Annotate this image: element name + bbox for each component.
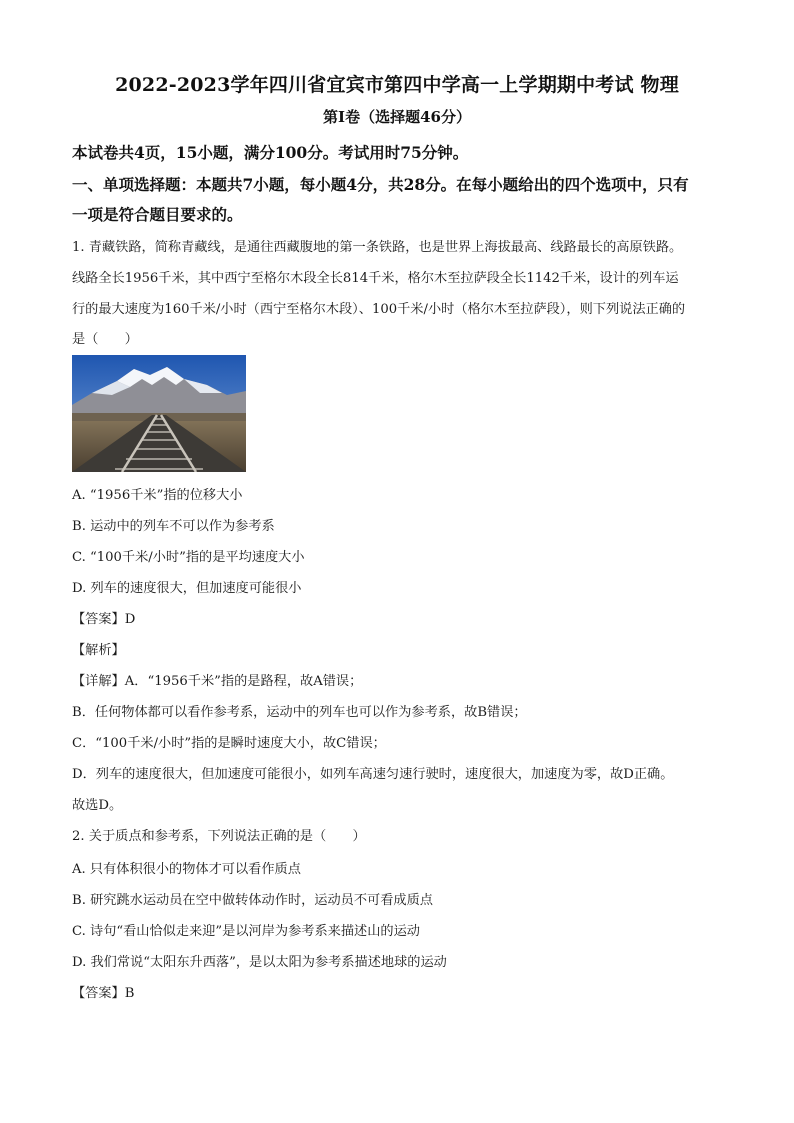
exam-title: 2022-2023学年四川省宜宾市第四中学高一上学期期中考试 物理 bbox=[115, 74, 679, 96]
q2-stem: 2. 关于质点和参考系，下列说法正确的是（ ） bbox=[72, 829, 366, 844]
q1-option-a: A. “1956千米”指的位移大小 bbox=[72, 488, 243, 503]
q1-stem-line4: 是（ ） bbox=[72, 332, 138, 347]
q1-option-c: C. “100千米/小时”指的是平均速度大小 bbox=[72, 550, 305, 565]
q1-stem-line3: 行的最大速度为160千米/小时（西宁至格尔木段）、100千米/小时（格尔木至拉萨段），则下列说法正确的 bbox=[72, 302, 686, 317]
q1-detail-c: C．“100千米/小时”指的是瞬时速度大小，故C错误； bbox=[72, 736, 386, 751]
q1-option-d: D. 列车的速度很大，但加速度可能很小 bbox=[72, 581, 302, 596]
q1-stem-line2: 线路全长1956千米，其中西宁至格尔木段全长814千米，格尔木至拉萨段全长1142千米，设计的列车运 bbox=[72, 271, 679, 286]
q2-option-b: B. 研究跳水运动员在空中做转体动作时，运动员不可看成质点 bbox=[72, 893, 433, 908]
q1-stem-line1: 1. 青藏铁路，简称青藏线，是通往西藏腹地的第一条铁路，也是世界上海拔最高、线路最长的高原铁路。 bbox=[72, 240, 683, 255]
q2-answer: 【答案】B bbox=[72, 986, 135, 1001]
railway-photo bbox=[72, 355, 246, 472]
q1-answer: 【答案】D bbox=[72, 612, 136, 627]
exam-info: 本试卷共4页，15小题，满分100分。考试用时75分钟。 bbox=[72, 143, 469, 162]
q1-detail-d: D．列车的速度很大，但加速度可能很小，如列车高速匀速行驶时，速度很大，加速度为零，故D正确。 bbox=[72, 767, 674, 782]
q1-detail-a: 【详解】A．“1956千米”指的是路程，故A错误； bbox=[72, 674, 363, 689]
q1-option-b: B. 运动中的列车不可以作为参考系 bbox=[72, 519, 275, 534]
section-subtitle: 第I卷（选择题46分） bbox=[323, 108, 471, 126]
section-instructions-line2: 一项是符合题目要求的。 bbox=[72, 205, 243, 224]
q1-conclusion: 故选D。 bbox=[72, 798, 123, 813]
section-instructions-line1: 一、单项选择题：本题共7小题，每小题4分，共28分。在每小题给出的四个选项中，只有 bbox=[72, 175, 689, 194]
q1-analysis-label: 【解析】 bbox=[72, 643, 125, 658]
q2-option-c: C. 诗句“看山恰似走来迎”是以河岸为参考系来描述山的运动 bbox=[72, 924, 420, 939]
q2-option-a: A. 只有体积很小的物体才可以看作质点 bbox=[72, 862, 301, 877]
q1-detail-b: B．任何物体都可以看作参考系，运动中的列车也可以作为参考系，故B错误； bbox=[72, 705, 527, 720]
q2-option-d: D. 我们常说“太阳东升西落”，是以太阳为参考系描述地球的运动 bbox=[72, 955, 447, 970]
